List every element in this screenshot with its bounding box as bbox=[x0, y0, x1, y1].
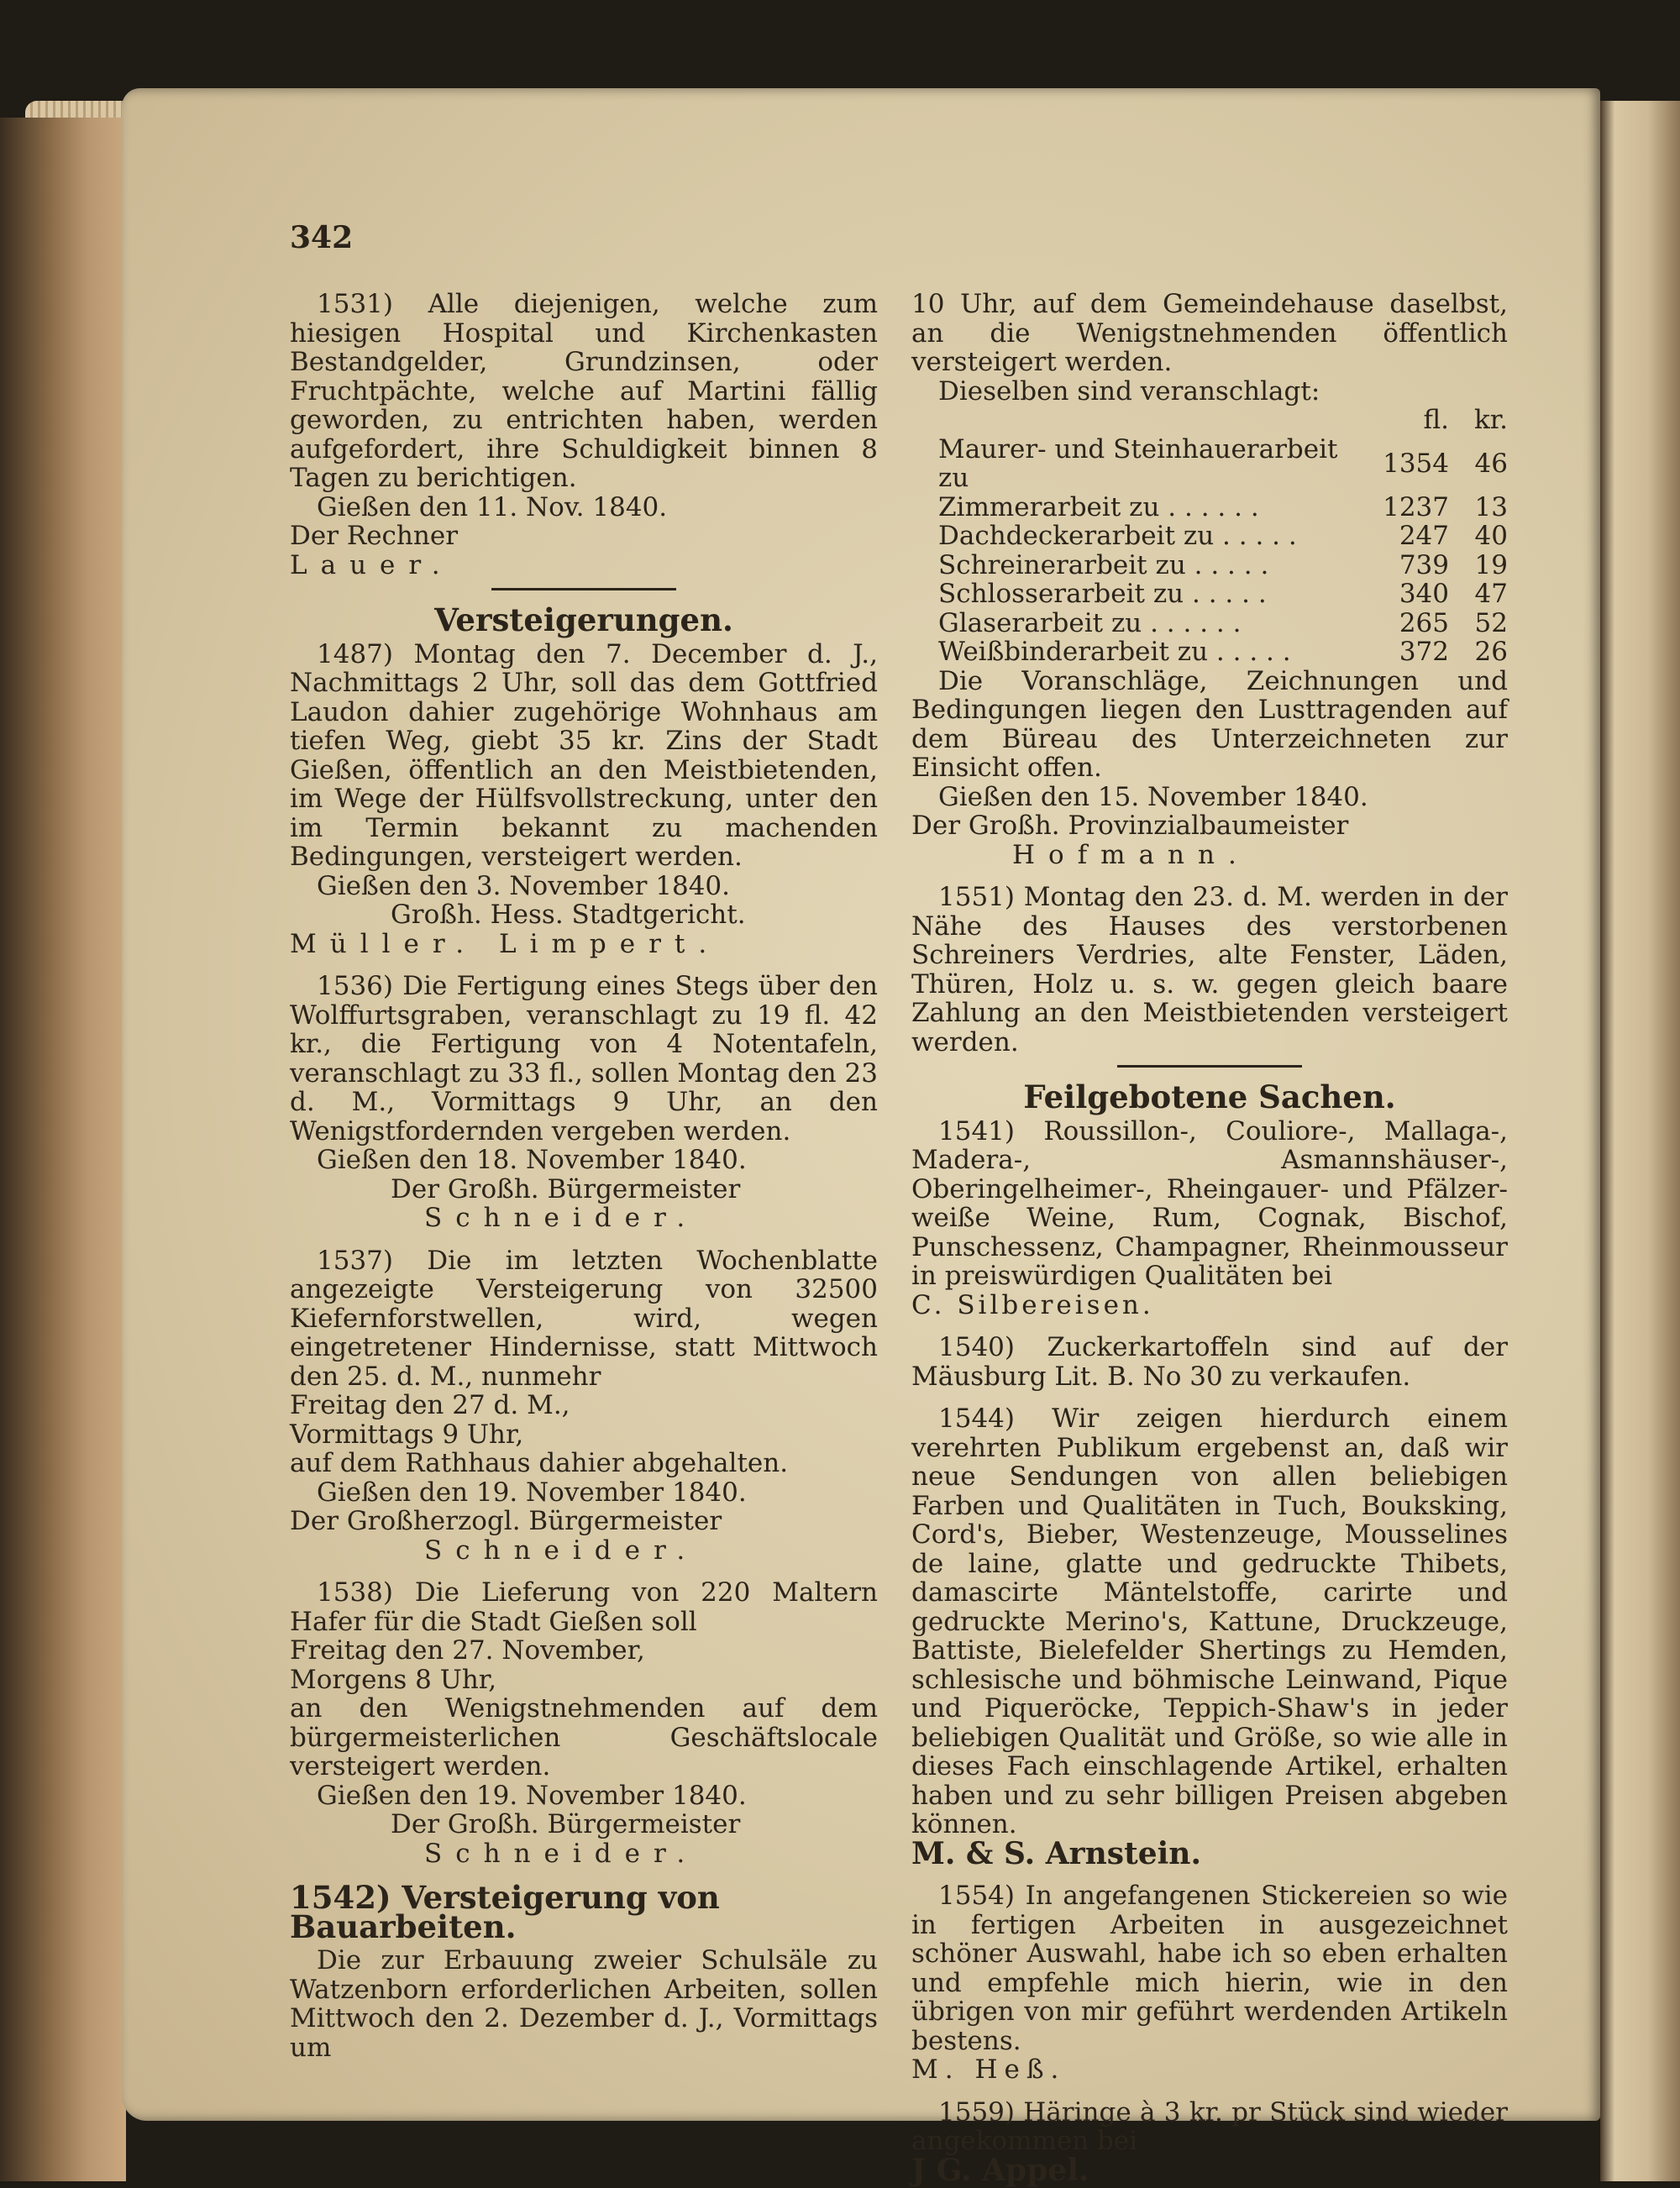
notice-1537-date: Gießen den 19. November 1840. bbox=[317, 1477, 747, 1508]
notice-1531-text: 1531) Alle diejenigen, welche zum hiesigen Hospital und Kirchenkasten Bestandgelder, Grundzinsen, oder Fruchtpächte, welche auf Martini fällig geworden, zu entrichten haben, werden aufgefordert, ihre Schuldigkeit binnen 8 Tagen zu berichtigen. bbox=[290, 289, 878, 493]
cost-fl: 372 bbox=[1399, 637, 1449, 667]
notice-1487-signature: Müller. Limpert. bbox=[290, 928, 721, 959]
notice-1542-signature: Hofmann. bbox=[1012, 839, 1250, 870]
notice-1542-heading: 1542) Versteigerung von Bauarbeiten. bbox=[290, 1879, 720, 1945]
notice-1537-time: Vormittags 9 Uhr, bbox=[290, 1419, 524, 1450]
notice-1538-date: Gießen den 19. November 1840. bbox=[317, 1780, 747, 1811]
right-column bbox=[911, 289, 1508, 2188]
cost-kr: 26 bbox=[1474, 637, 1508, 667]
notice-1538-signature: Schneider. bbox=[424, 1838, 699, 1869]
notice-1559-text: 1559) Häringe à 3 kr. pr Stück sind wieder angekommen bei bbox=[911, 2096, 1508, 2156]
notice-1537-day: Freitag den 27 d. M., bbox=[290, 1390, 570, 1420]
cost-fl: 340 bbox=[1399, 579, 1449, 609]
cost-kr: 46 bbox=[1474, 448, 1508, 479]
notice-1559-signature: J G. Appel. bbox=[911, 2152, 1089, 2188]
notice-1554-text: 1554) In angefangenen Stickereien so wie in fertigen Arbeiten in ausgezeichnet schöner Auswahl, habe ich so eben erhalten und empfehle mich hierin, wie in den übrigen von mir geführt werdenden Artikeln bestens. bbox=[911, 1881, 1508, 2056]
notice-1537-place: auf dem Rathhaus dahier abgehalten. bbox=[290, 1448, 789, 1478]
table-row bbox=[911, 435, 1508, 493]
left-column bbox=[290, 290, 878, 2062]
notice-1538-text: 1538) Die Lieferung von 220 Maltern Hafer für die Stadt Gießen soll bbox=[290, 1577, 878, 1637]
notice-1544-text: 1544) Wir zeigen hierdurch einem verehrten Publikum ergebenst an, daß wir neue Sendungen von allen beliebigen Farben und Qualitäten in Tuch, Bouksking, Cord's, Bieber, Westenzeuge, Mousselines de laine, glatte und gedruckte Thibets, damascirte Mäntelstoffe, carirte und gedruckte Merino's, Kattune, Druckzeuge, Battiste, Bielefelder Shertings zu Hemden, schlesische und böhmische Leinwand, Pique und Piqueröcke, Teppich-Shaw's in jeder beliebigen Qualität und Größe, so wie alle in dieses Fach einschlagende Artikel, erhalten haben und zu sehr billigen Preisen abgeben können. bbox=[911, 1404, 1508, 1839]
cost-kr: 40 bbox=[1474, 521, 1508, 551]
section-divider bbox=[1117, 1065, 1302, 1068]
notice-1531-role: Der Rechner bbox=[290, 521, 459, 551]
cost-item: Dachdeckerarbeit zu . . . . . bbox=[938, 521, 1297, 551]
cost-table bbox=[911, 406, 1508, 667]
table-row bbox=[911, 522, 1508, 551]
table-row bbox=[911, 609, 1508, 638]
notice-1541-text: 1541) Roussillon-, Couliore-, Mallaga-, Madera-, Asmannshäuser-, Oberingelheimer-, Rheingauer- und Pfälzer- weiße Weine, Rum, Cognak, Bischof, Punschessenz, Champagner, Rheinmousseur in preiswürdigen Qualitäten bei bbox=[911, 1115, 1508, 1291]
cost-item: Glaserarbeit zu . . . . . . bbox=[938, 607, 1242, 638]
cost-fl: 247 bbox=[1399, 521, 1449, 551]
cost-fl: 1354 bbox=[1383, 448, 1449, 479]
notice-1538-place: an den Wenigstnehmenden auf dem bürgermeisterlichen Geschäftslocale versteigert werden. bbox=[290, 1693, 878, 1781]
cost-item: Schlosserarbeit zu . . . . . bbox=[938, 579, 1267, 609]
cost-kr: 52 bbox=[1474, 607, 1508, 638]
cost-header-fl: fl. bbox=[1423, 405, 1449, 435]
book-edge-right bbox=[1600, 101, 1680, 2181]
table-row bbox=[911, 580, 1508, 609]
section-divider bbox=[491, 588, 676, 590]
cost-fl: 739 bbox=[1399, 549, 1449, 580]
cost-item: Maurer- und Steinhauerarbeit zu bbox=[938, 433, 1338, 493]
notice-1537-signature: Schneider. bbox=[424, 1535, 699, 1566]
notice-1536-signature: Schneider. bbox=[424, 1203, 699, 1233]
notice-1542-conditions: Die Voranschläge, Zeichnungen und Bedingungen liegen den Lusttragenden auf dem Büreau des Unterzeichneten zur Einsicht offen. bbox=[911, 665, 1508, 783]
cost-item: Weißbinderarbeit zu . . . . . bbox=[938, 637, 1291, 667]
notice-1542-continued: 10 Uhr, auf dem Gemeindehause daselbst, an die Wenigstnehmenden öffentlich versteigert werden. bbox=[911, 289, 1508, 377]
page-number: 342 bbox=[290, 220, 354, 255]
notice-1544-signature: M. & S. Arnstein. bbox=[911, 1835, 1201, 1871]
notice-1536-text: 1536) Die Fertigung eines Stegs über den Wolffurtsgraben, veranschlagt zu 19 fl. 42 kr., die Fertigung von 4 Notentafeln, veranschlagt zu 33 fl., sollen Montag den 23 d. M., Vormittags 9 Uhr, an den Wenigstfordernden vergeben werden. bbox=[290, 971, 878, 1146]
table-row bbox=[911, 493, 1508, 522]
cost-item: Zimmerarbeit zu . . . . . . bbox=[938, 491, 1259, 522]
section-heading-versteigerungen: Versteigerungen. bbox=[434, 601, 733, 638]
book-spine-left bbox=[0, 118, 126, 2181]
notice-1487-date: Gießen den 3. November 1840. bbox=[317, 870, 730, 901]
notice-1536-date: Gießen den 18. November 1840. bbox=[317, 1145, 747, 1175]
cost-fl: 265 bbox=[1399, 607, 1449, 638]
notice-1537-text: 1537) Die im letzten Wochenblatte angezeigte Versteigerung von 32500 Kiefernforstwellen, wird, wegen eingetretener Hindernisse, statt Mittwoch den 25. d. M., nunmehr bbox=[290, 1245, 878, 1392]
notice-1542-text: Die zur Erbauung zweier Schulsäle zu Watzenborn erforderlichen Arbeiten, sollen Mittwoch den 2. Dezember d. J., Vormittags um bbox=[290, 1945, 878, 2063]
notice-1541-signature: C. Silbereisen. bbox=[911, 1289, 1154, 1320]
notice-1542-date: Gießen den 15. November 1840. bbox=[938, 781, 1368, 812]
notice-1542-intro: Dieselben sind veranschlagt: bbox=[938, 375, 1320, 407]
notice-1551-text: 1551) Montag den 23. d. M. werden in der Nähe des Hauses des verstorbenen Schreiners Verdries, alte Fenster, Läden, Thüren, Holz u. s. w. gegen gleich baare Zahlung an den Meistbietenden versteigert werden. bbox=[911, 882, 1508, 1057]
notice-1531-signature: Lauer. bbox=[290, 549, 454, 580]
cost-fl: 1237 bbox=[1383, 491, 1449, 522]
notice-1536-role: Der Großh. Bürgermeister bbox=[391, 1173, 741, 1204]
cost-kr: 47 bbox=[1474, 579, 1508, 609]
notice-1531-date: Gießen den 11. Nov. 1840. bbox=[317, 491, 668, 522]
cost-kr: 19 bbox=[1474, 549, 1508, 580]
table-row bbox=[911, 638, 1508, 667]
notice-1554-signature: M. Heß. bbox=[911, 2054, 1066, 2085]
cost-kr: 13 bbox=[1474, 491, 1508, 522]
notice-1537-role: Der Großherzogl. Bürgermeister bbox=[290, 1506, 722, 1536]
notice-1538-day: Freitag den 27. November, bbox=[290, 1635, 645, 1666]
cost-header-kr: kr. bbox=[1473, 405, 1508, 435]
notice-1487-court: Großh. Hess. Stadtgericht. bbox=[391, 900, 746, 930]
notice-1538-time: Morgens 8 Uhr, bbox=[290, 1664, 497, 1695]
notice-1487-text: 1487) Montag den 7. December d. J., Nachmittags 2 Uhr, soll das dem Gottfried Laudon dahier zugehörige Wohnhaus am tiefen Weg, giebt 35 kr. Zins der Stadt Gießen, öffentlich an den Meistbietenden, im Wege der Hülfsvollstreckung, unter den im Termin bekannt zu machenden Bedingungen, versteigert werden. bbox=[290, 638, 878, 872]
section-heading-feilgebotene: Feilgebotene Sachen. bbox=[1023, 1078, 1396, 1115]
cost-table-header bbox=[911, 406, 1508, 435]
cost-item: Schreinerarbeit zu . . . . . bbox=[938, 549, 1269, 580]
table-row bbox=[911, 551, 1508, 580]
notice-1540-text: 1540) Zuckerkartoffeln sind auf der Mäusburg Lit. B. No 30 zu verkaufen. bbox=[911, 1332, 1508, 1392]
notice-1542-role: Der Großh. Provinzialbaumeister bbox=[911, 811, 1349, 841]
notice-1538-role: Der Großh. Bürgermeister bbox=[391, 1809, 741, 1839]
